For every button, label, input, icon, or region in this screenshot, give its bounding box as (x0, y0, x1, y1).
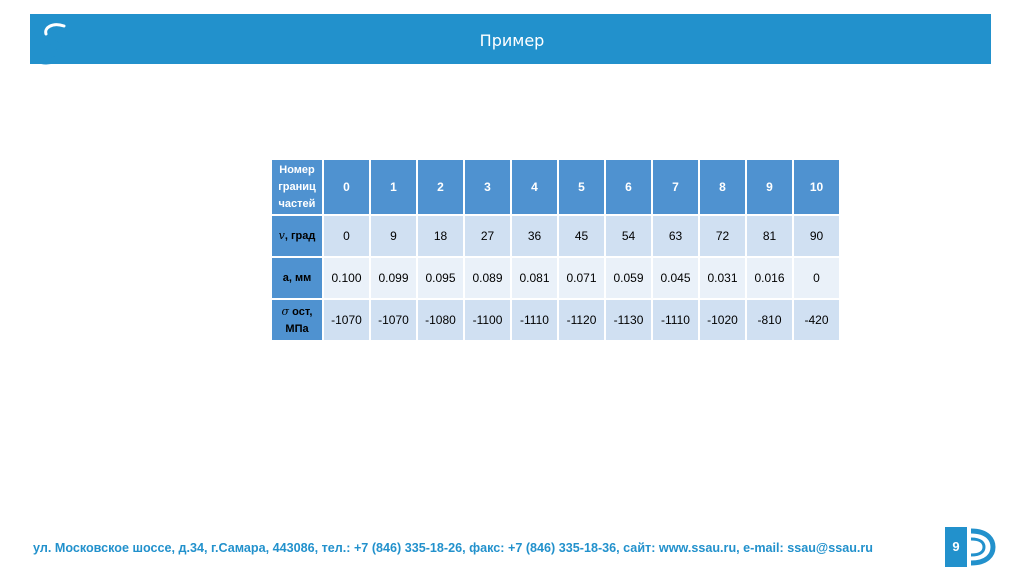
column-header: 10 (793, 159, 840, 215)
table-cell: 0 (793, 257, 840, 299)
slide-title: Пример (479, 31, 545, 50)
table-cell: 63 (652, 215, 699, 257)
header-label-cell: Номер границ частей (271, 159, 323, 215)
table-cell: 0.031 (699, 257, 746, 299)
column-header: 7 (652, 159, 699, 215)
column-header: 4 (511, 159, 558, 215)
table-cell: 0.089 (464, 257, 511, 299)
column-header: 2 (417, 159, 464, 215)
table-cell: -1070 (370, 299, 417, 341)
column-header: 1 (370, 159, 417, 215)
table-cell: 0.095 (417, 257, 464, 299)
column-header: 5 (558, 159, 605, 215)
row-label-text: , град (284, 230, 316, 242)
table-cell: 9 (370, 215, 417, 257)
table-cell: -420 (793, 299, 840, 341)
table-cell: 0.100 (323, 257, 370, 299)
table-cell: 90 (793, 215, 840, 257)
row-label-text: ост, МПа (285, 305, 313, 335)
table-cell: 0.016 (746, 257, 793, 299)
table-cell: -1020 (699, 299, 746, 341)
row-label-angle (271, 215, 323, 257)
table-cell: 45 (558, 215, 605, 257)
table-cell: -1120 (558, 299, 605, 341)
table-cell: -810 (746, 299, 793, 341)
table-cell: 0 (323, 215, 370, 257)
data-table (270, 158, 841, 342)
table-row (271, 257, 840, 299)
column-header: 0 (323, 159, 370, 215)
table-cell: 0.081 (511, 257, 558, 299)
nu-symbol: v (278, 229, 285, 242)
table-cell: 27 (464, 215, 511, 257)
table-cell: 36 (511, 215, 558, 257)
row-label-thickness: a, мм (271, 257, 323, 299)
table-cell: 0.045 (652, 257, 699, 299)
table-cell: -1100 (464, 299, 511, 341)
footer-contacts: ул. Московское шоссе, д.34, г.Самара, 443086, тел.: +7 (846) 335-18-26, факс: +7 (846) 335-18-36, сайт: www.ssau.ru, e-mail: ssau@ssau.ru (33, 541, 874, 555)
table-row (271, 299, 840, 341)
column-header: 6 (605, 159, 652, 215)
table-cell: 54 (605, 215, 652, 257)
table-cell: 72 (699, 215, 746, 257)
brand-mark-icon (967, 525, 997, 569)
row-label-stress (271, 299, 323, 341)
sigma-symbol: σ (281, 304, 290, 318)
table-cell: -1080 (417, 299, 464, 341)
table-cell: 0.099 (370, 257, 417, 299)
table-header-row (271, 159, 840, 215)
table-cell: 18 (417, 215, 464, 257)
column-header: 8 (699, 159, 746, 215)
table-cell: 0.059 (605, 257, 652, 299)
page-number: 9 (945, 527, 967, 567)
column-header: 3 (464, 159, 511, 215)
table-cell: 0.071 (558, 257, 605, 299)
table-cell: -1110 (511, 299, 558, 341)
table-cell: -1110 (652, 299, 699, 341)
table-row (271, 215, 840, 257)
table-cell: 81 (746, 215, 793, 257)
column-header: 9 (746, 159, 793, 215)
table-cell: -1070 (323, 299, 370, 341)
table-cell: -1130 (605, 299, 652, 341)
